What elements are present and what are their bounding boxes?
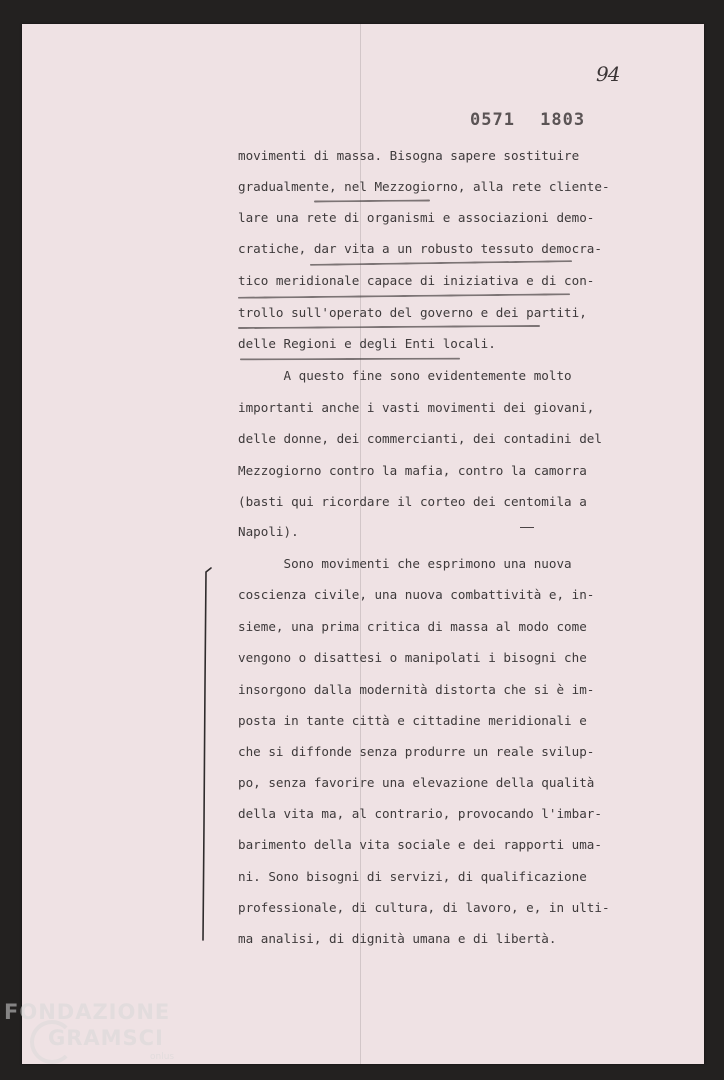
underline-mark: [238, 325, 540, 329]
underline-mark: [238, 293, 570, 298]
text-line: professionale, di cultura, di lavoro, e, in ulti-: [238, 900, 610, 915]
text-line: sieme, una prima critica di massa al modo come: [238, 619, 587, 634]
margin-bracket-mark: [202, 564, 214, 944]
text-line: barimento della vita sociale e dei rapporti uma-: [238, 837, 602, 852]
text-line: importanti anche i vasti movimenti dei giovani,: [238, 400, 595, 415]
text-line: vengono o disattesi o manipolati i bisogni che: [238, 650, 587, 665]
underline-mark: [240, 358, 460, 361]
text-line: coscienza civile, una nuova combattività e, in-: [238, 587, 595, 602]
text-line: gradualmente, nel Mezzogiorno, alla rete cliente-: [238, 179, 610, 194]
watermark-sub: onlus: [150, 1052, 175, 1062]
watermark-logo-icon: [30, 1020, 74, 1064]
underline-mark: [310, 260, 572, 266]
text-line: Napoli).: [238, 524, 299, 539]
text-line: posta in tante città e cittadine meridionali e: [238, 713, 587, 728]
foundation-watermark: [4, 1000, 175, 1062]
text-line: (basti qui ricordare il corteo dei centomila a: [238, 494, 587, 509]
text-line: movimenti di massa. Bisogna sapere sostituire: [238, 148, 580, 163]
text-line: A questo fine sono evidentemente molto: [238, 368, 572, 383]
margin-dash-mark: [520, 527, 534, 528]
text-line: Sono movimenti che esprimono una nuova: [238, 556, 572, 571]
document-page: [22, 24, 704, 1064]
text-line: tico meridionale capace di iniziativa e di con-: [238, 273, 595, 288]
archive-code: 0571 1803: [470, 110, 586, 130]
text-line: Mezzogiorno contro la mafia, contro la camorra: [238, 463, 587, 478]
text-line: delle donne, dei commercianti, dei contadini del: [238, 431, 602, 446]
text-line: ni. Sono bisogni di servizi, di qualificazione: [238, 869, 587, 884]
text-line: ma analisi, di dignità umana e di libertà.: [238, 931, 557, 946]
text-line: insorgono dalla modernità distorta che si è im-: [238, 682, 595, 697]
text-line: lare una rete di organismi e associazioni demo-: [238, 210, 595, 225]
watermark-line2: GRAMSCI: [48, 1026, 164, 1050]
handwritten-page-number: 94: [596, 62, 620, 86]
watermark-line1: FONDAZIONE: [4, 1000, 171, 1024]
text-line: trollo sull'operato del governo e dei partiti,: [238, 305, 587, 320]
underline-mark: [314, 199, 430, 202]
text-line: che si diffonde senza produrre un reale svilup-: [238, 744, 595, 759]
text-line: delle Regioni e degli Enti locali.: [238, 336, 496, 351]
text-line: cratiche, dar vita a un robusto tessuto democra-: [238, 241, 602, 256]
text-line: po, senza favorire una elevazione della qualità: [238, 775, 595, 790]
text-line: della vita ma, al contrario, provocando l'imbar-: [238, 806, 602, 821]
